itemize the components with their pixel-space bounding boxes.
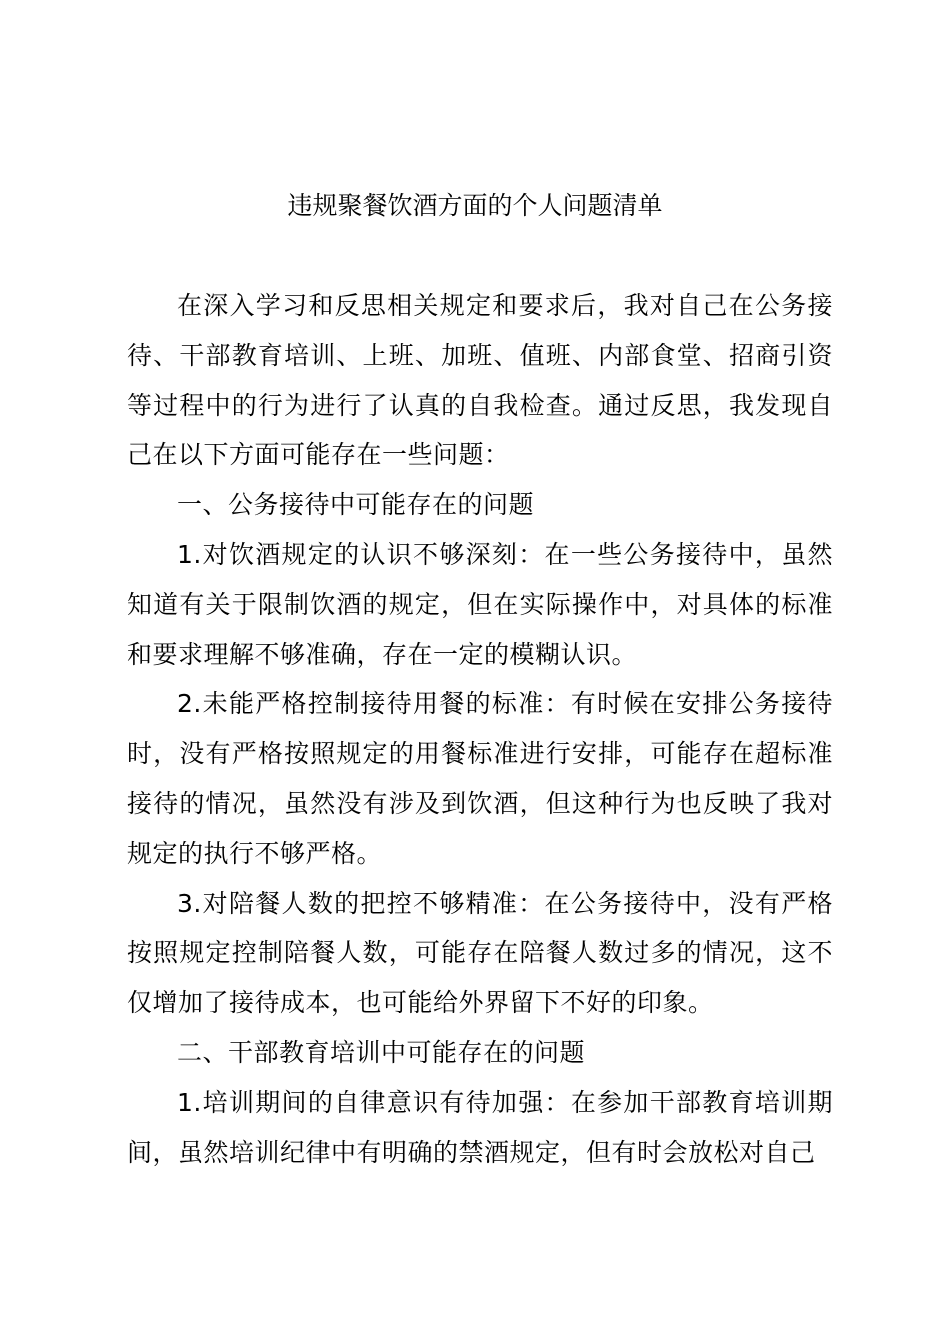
section-heading-1: 一、公务接待中可能存在的问题 (177, 490, 535, 520)
paragraph-1-3: 3.对陪餐人数的把控不够精准：在公务接待中，没有严格按照规定控制陪餐人数，可能存在陪餐人数过多的情况，这不仅增加了接待成本，也可能给外界留下不好的印象。 (127, 888, 833, 1018)
paragraph-1-2: 2.未能严格控制接待用餐的标准：有时候在安排公务接待时，没有严格按照规定的用餐标准进行安排，可能存在超标准接待的情况，虽然没有涉及到饮酒，但这种行为也反映了我对规定的执行不够严格。 (127, 689, 833, 868)
paragraph-2-1: 1.培训期间的自律意识有待加强：在参加干部教育培训期间，虽然培训纪律中有明确的禁酒规定，但有时会放松对自己 (127, 1087, 833, 1167)
document-title: 违规聚餐饮酒方面的个人问题清单 (287, 191, 663, 220)
section-heading-2: 二、干部教育培训中可能存在的问题 (177, 1037, 586, 1067)
paragraph-1-1: 1.对饮酒规定的认识不够深刻：在一些公务接待中，虽然知道有关于限制饮酒的规定，但在实际操作中，对具体的标准和要求理解不够准确，存在一定的模糊认识。 (127, 539, 833, 669)
paragraph-intro: 在深入学习和反思相关规定和要求后，我对自己在公务接待、干部教育培训、上班、加班、值班、内部食堂、招商引资等过程中的行为进行了认真的自我检查。通过反思，我发现自己在以下方面可能存在一些问题： (127, 291, 833, 470)
document-body (127, 281, 833, 1177)
